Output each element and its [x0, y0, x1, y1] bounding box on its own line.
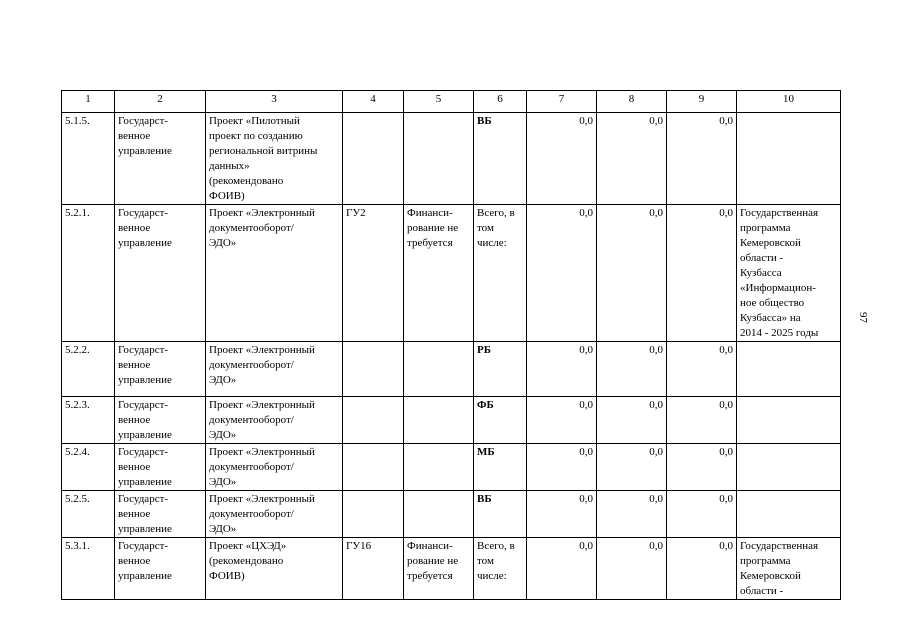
- header-col-4: 4: [343, 91, 404, 113]
- cell-project: Проект «Пилотный проект по созданию региональной витрины данных» (рекомендовано ФОИВ): [206, 113, 343, 205]
- cell-gu: [343, 113, 404, 205]
- cell-program: [737, 113, 841, 205]
- cell-financing: [404, 342, 474, 397]
- cell-code: 5.2.5.: [62, 491, 115, 538]
- table-header: [62, 91, 841, 113]
- cell-organization: Государст- венное управление: [115, 113, 206, 205]
- header-row: [62, 91, 841, 113]
- cell-value-8: 0,0: [597, 205, 667, 342]
- cell-source: ВБ: [474, 113, 527, 205]
- cell-value-9: 0,0: [667, 444, 737, 491]
- cell-code: 5.2.2.: [62, 342, 115, 397]
- cell-value-9: 0,0: [667, 538, 737, 600]
- cell-financing: Финанси- рование не требуется: [404, 205, 474, 342]
- header-col-5: 5: [404, 91, 474, 113]
- header-col-9: 9: [667, 91, 737, 113]
- header-col-8: 8: [597, 91, 667, 113]
- cell-code: 5.2.4.: [62, 444, 115, 491]
- cell-value-7: 0,0: [527, 538, 597, 600]
- cell-financing: [404, 444, 474, 491]
- cell-value-8: 0,0: [597, 397, 667, 444]
- header-col-6: 6: [474, 91, 527, 113]
- cell-source: РБ: [474, 342, 527, 397]
- cell-project: Проект «Электронный документооборот/ ЭДО»: [206, 491, 343, 538]
- cell-program: [737, 397, 841, 444]
- table-row: [62, 113, 841, 205]
- cell-value-9: 0,0: [667, 205, 737, 342]
- table-row: [62, 342, 841, 397]
- cell-gu: ГУ2: [343, 205, 404, 342]
- cell-value-7: 0,0: [527, 491, 597, 538]
- cell-source: ВБ: [474, 491, 527, 538]
- cell-code: 5.1.5.: [62, 113, 115, 205]
- document-table: [61, 90, 841, 600]
- cell-gu: [343, 342, 404, 397]
- cell-gu: ГУ16: [343, 538, 404, 600]
- cell-source: ФБ: [474, 397, 527, 444]
- cell-financing: Финанси- рование не требуется: [404, 538, 474, 600]
- cell-value-8: 0,0: [597, 538, 667, 600]
- cell-gu: [343, 397, 404, 444]
- cell-value-9: 0,0: [667, 342, 737, 397]
- cell-value-7: 0,0: [527, 113, 597, 205]
- cell-value-9: 0,0: [667, 113, 737, 205]
- cell-organization: Государст- венное управление: [115, 491, 206, 538]
- cell-project: Проект «Электронный документооборот/ ЭДО»: [206, 444, 343, 491]
- cell-source: Всего, в том числе:: [474, 538, 527, 600]
- table-row: [62, 397, 841, 444]
- header-col-1: 1: [62, 91, 115, 113]
- cell-code: 5.2.1.: [62, 205, 115, 342]
- cell-project: Проект «Электронный документооборот/ ЭДО»: [206, 205, 343, 342]
- cell-project: Проект «Электронный документооборот/ ЭДО»: [206, 342, 343, 397]
- cell-value-9: 0,0: [667, 397, 737, 444]
- cell-value-8: 0,0: [597, 444, 667, 491]
- cell-value-7: 0,0: [527, 444, 597, 491]
- header-col-2: 2: [115, 91, 206, 113]
- cell-project: Проект «ЦХЭД» (рекомендовано ФОИВ): [206, 538, 343, 600]
- cell-program: [737, 444, 841, 491]
- table-row: [62, 205, 841, 342]
- table-body: [62, 113, 841, 600]
- cell-organization: Государст- венное управление: [115, 538, 206, 600]
- cell-financing: [404, 397, 474, 444]
- cell-gu: [343, 491, 404, 538]
- cell-value-9: 0,0: [667, 491, 737, 538]
- cell-financing: [404, 113, 474, 205]
- header-col-10: 10: [737, 91, 841, 113]
- cell-financing: [404, 491, 474, 538]
- cell-gu: [343, 444, 404, 491]
- cell-code: 5.2.3.: [62, 397, 115, 444]
- header-col-3: 3: [206, 91, 343, 113]
- cell-organization: Государст- венное управление: [115, 205, 206, 342]
- cell-code: 5.3.1.: [62, 538, 115, 600]
- cell-value-7: 0,0: [527, 205, 597, 342]
- cell-value-8: 0,0: [597, 113, 667, 205]
- cell-organization: Государст- венное управление: [115, 397, 206, 444]
- cell-value-8: 0,0: [597, 342, 667, 397]
- cell-value-8: 0,0: [597, 491, 667, 538]
- table-row: [62, 538, 841, 600]
- cell-program: [737, 342, 841, 397]
- cell-organization: Государст- венное управление: [115, 342, 206, 397]
- cell-organization: Государст- венное управление: [115, 444, 206, 491]
- table-row: [62, 444, 841, 491]
- cell-program: Государственная программа Кемеровской области - Кузбасса «Информацион- ное общество Кузбасса» на 2014 - 2025 годы: [737, 205, 841, 342]
- cell-program: Государственная программа Кемеровской области -: [737, 538, 841, 600]
- cell-project: Проект «Электронный документооборот/ ЭДО»: [206, 397, 343, 444]
- cell-value-7: 0,0: [527, 397, 597, 444]
- cell-program: [737, 491, 841, 538]
- header-col-7: 7: [527, 91, 597, 113]
- cell-value-7: 0,0: [527, 342, 597, 397]
- cell-source: МБ: [474, 444, 527, 491]
- table-row: [62, 491, 841, 538]
- page-number: 97: [857, 312, 869, 323]
- cell-source: Всего, в том числе:: [474, 205, 527, 342]
